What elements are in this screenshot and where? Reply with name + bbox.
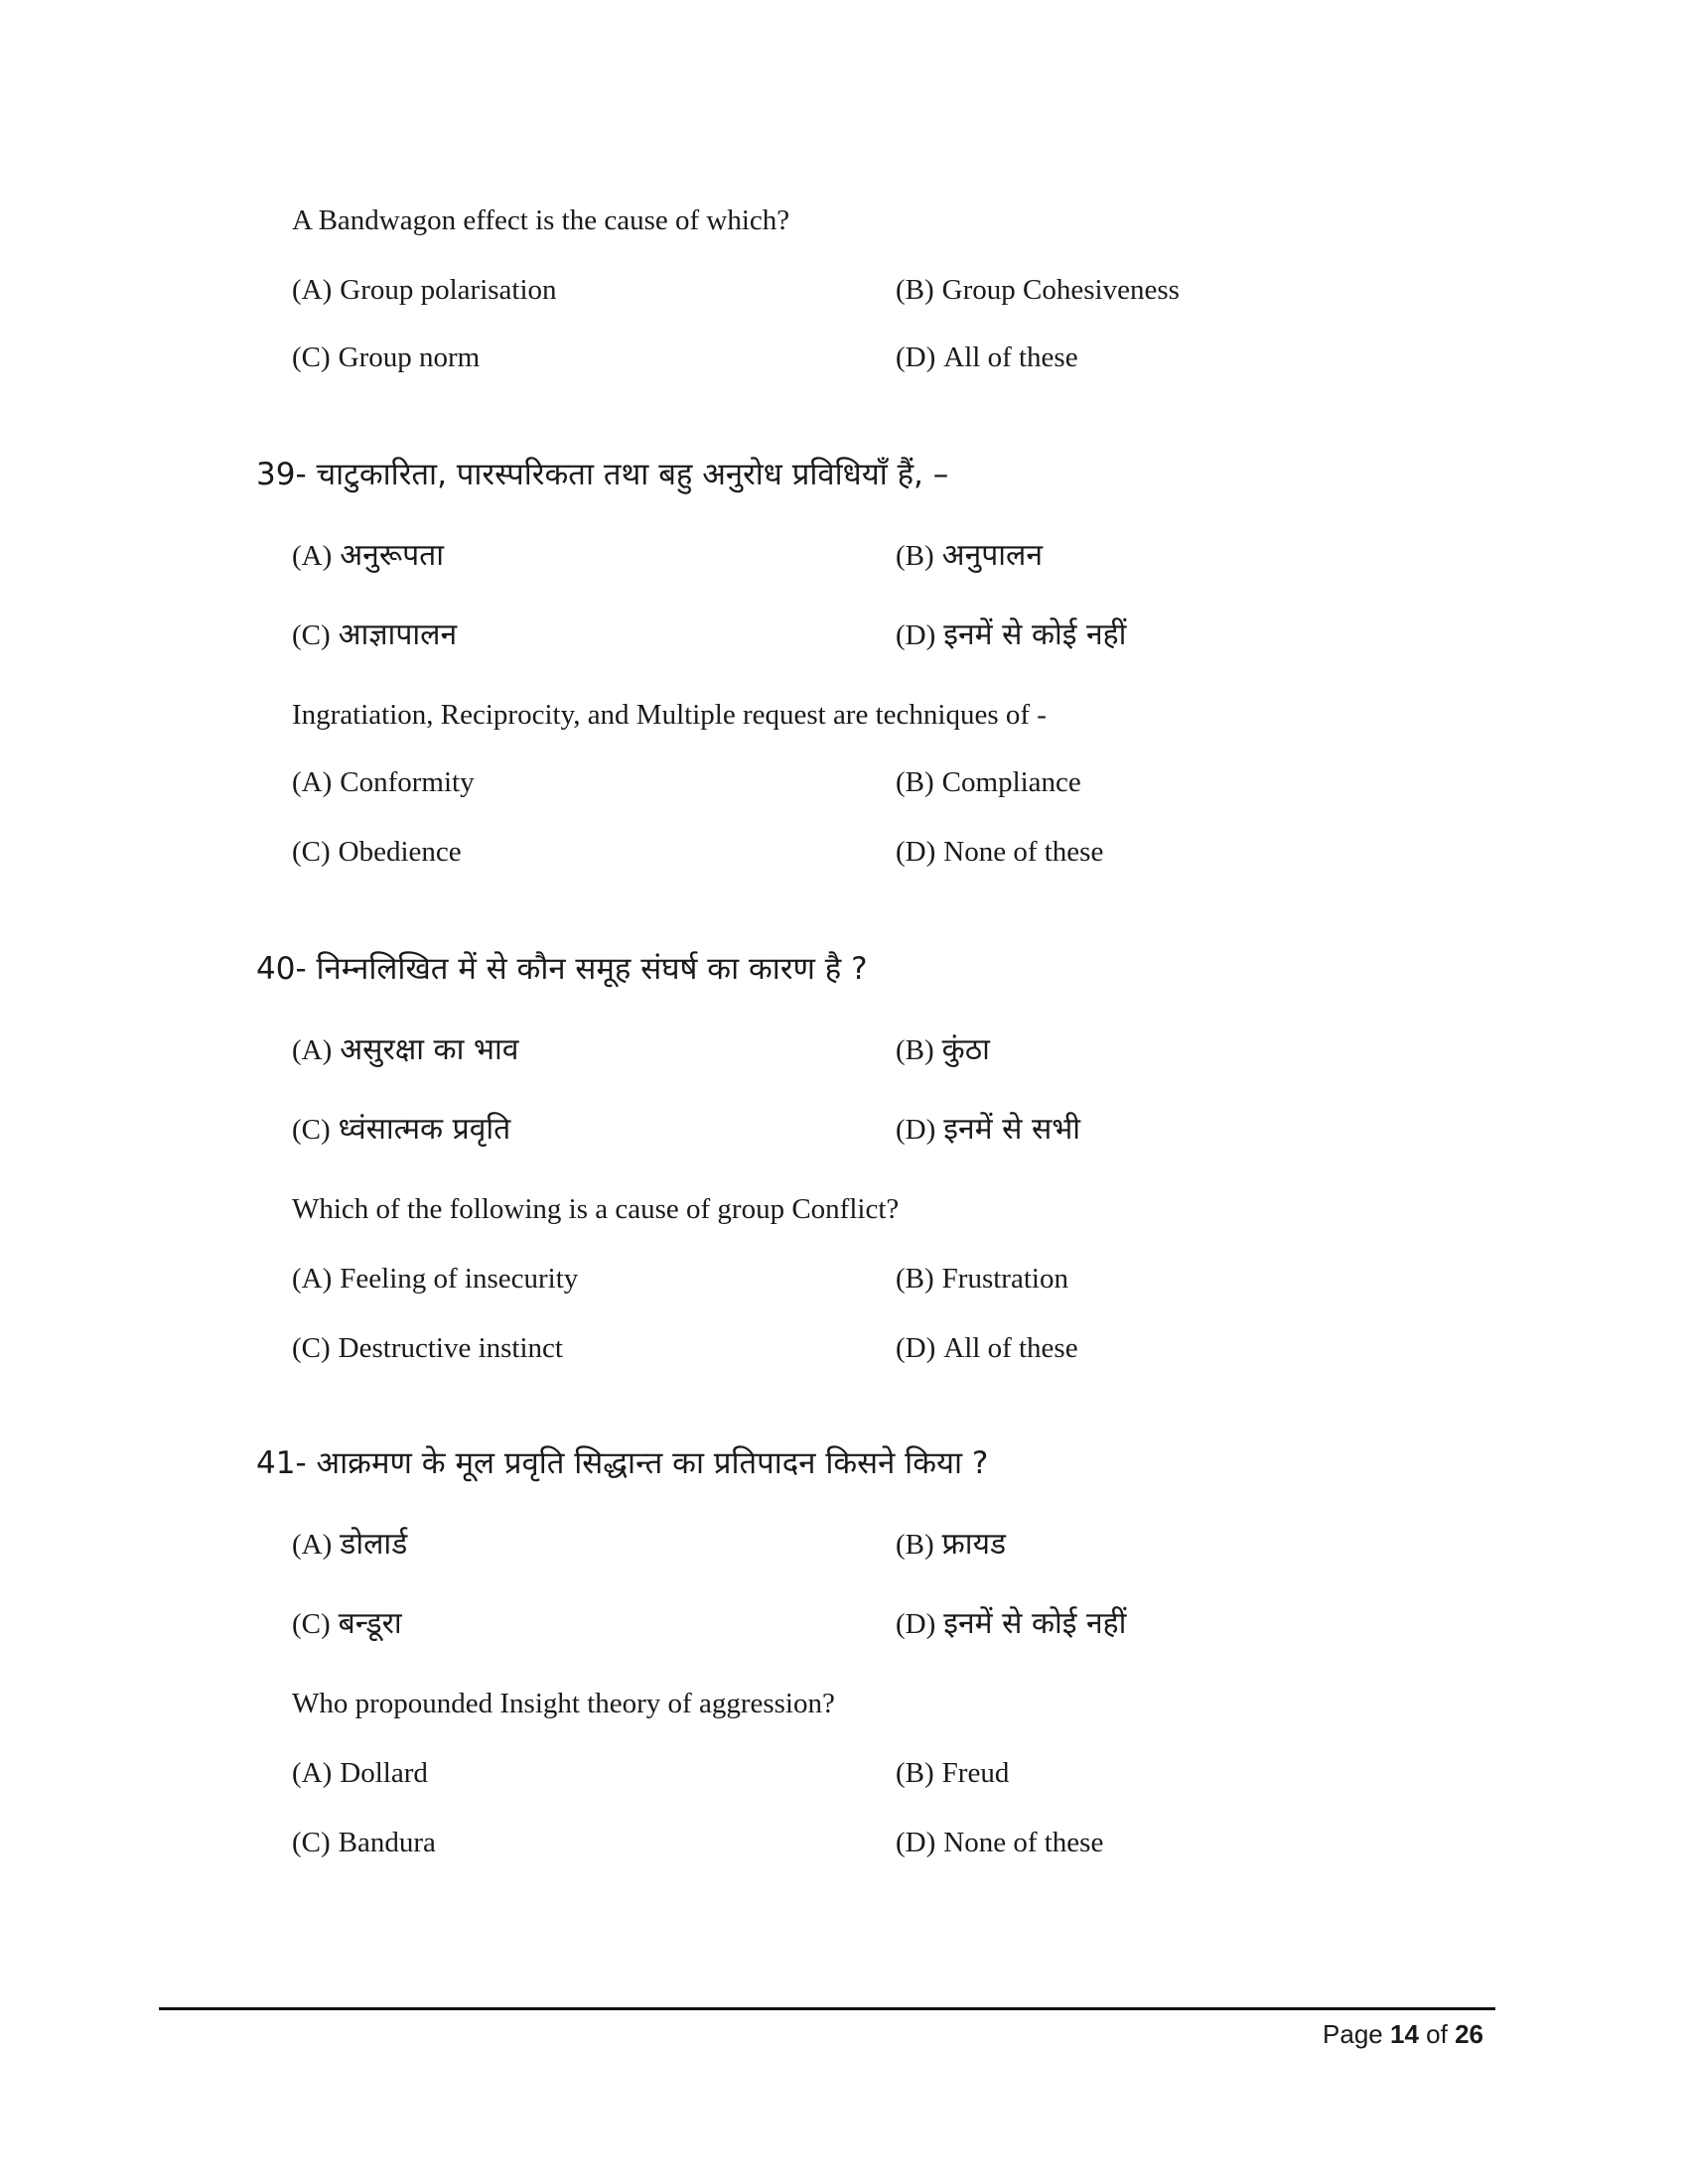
option-text: Conformity — [340, 766, 475, 798]
option-label: (B) — [896, 1529, 934, 1561]
option-text: ध्वंसात्मक प्रवृति — [338, 1112, 511, 1147]
option-label: (D) — [896, 1608, 936, 1640]
option-label: (A) — [292, 1529, 333, 1561]
option-label: (D) — [896, 1827, 936, 1858]
q41-hindi-option-a — [292, 1525, 407, 1565]
option-text: None of these — [943, 836, 1104, 868]
q38-option-d — [896, 340, 1078, 375]
option-text: Frustration — [941, 1263, 1068, 1295]
current-page-number: 14 — [1390, 2019, 1419, 2049]
q40-option-a — [292, 1261, 578, 1297]
option-text: None of these — [943, 1827, 1104, 1858]
option-text: Group norm — [338, 341, 481, 373]
q39-option-c — [292, 834, 462, 870]
option-label: (C) — [292, 341, 331, 373]
q39-hindi-question: 39- चाटुकारिता, पारस्परिकता तथा बहु अनुरोध प्रविधियाँ हैं, – — [256, 457, 949, 492]
q39-english-question: Ingratiation, Reciprocity, and Multiple request are techniques of - — [292, 699, 1047, 731]
q41-option-a — [292, 1755, 428, 1791]
q41-hindi-option-d — [896, 1604, 1126, 1644]
q41-english-question: Who propounded Insight theory of aggression? — [292, 1688, 835, 1719]
option-text: अनुपालन — [941, 538, 1044, 573]
option-text: Group polarisation — [340, 274, 557, 306]
q40-hindi-option-c — [292, 1110, 510, 1150]
option-label: (B) — [896, 766, 934, 798]
option-text: Compliance — [941, 766, 1081, 798]
option-text: असुरक्षा का भाव — [340, 1032, 519, 1067]
q41-option-b — [896, 1755, 1009, 1791]
q41-hindi-option-c — [292, 1604, 402, 1644]
option-text: बन्डूरा — [338, 1606, 402, 1641]
q40-english-question: Which of the following is a cause of group Conflict? — [292, 1193, 900, 1225]
q40-hindi-option-d — [896, 1110, 1080, 1150]
q38-option-c — [292, 340, 480, 375]
option-text: Destructive instinct — [338, 1332, 563, 1364]
q39-hindi-option-d — [896, 615, 1126, 655]
option-text: Group Cohesiveness — [941, 274, 1180, 306]
option-label: (C) — [292, 1827, 331, 1858]
option-label: (C) — [292, 1608, 331, 1640]
q39-hindi-option-b — [896, 536, 1043, 576]
option-label: (D) — [896, 836, 936, 868]
option-text: Obedience — [338, 836, 462, 868]
option-label: (A) — [292, 1757, 333, 1789]
option-label: (B) — [896, 1034, 934, 1066]
q40-option-b — [896, 1261, 1068, 1297]
q38-english-question: A Bandwagon effect is the cause of which? — [292, 205, 790, 236]
option-label: (C) — [292, 836, 331, 868]
page-word: Page — [1323, 2019, 1383, 2049]
option-label: (C) — [292, 1114, 331, 1146]
option-text: इनमें से कोई नहीं — [943, 1606, 1127, 1641]
q40-hindi-option-b — [896, 1030, 990, 1070]
q38-option-b — [896, 272, 1180, 308]
option-text: Feeling of insecurity — [340, 1263, 579, 1295]
option-text: डोलार्ड — [340, 1527, 408, 1562]
option-label: (B) — [896, 1757, 934, 1789]
q39-option-a — [292, 764, 475, 800]
option-label: (A) — [292, 1263, 333, 1295]
q41-option-c — [292, 1825, 436, 1860]
q41-hindi-question: 41- आक्रमण के मूल प्रवृति सिद्धान्त का प्रतिपादन किसने किया ? — [256, 1445, 989, 1481]
option-label: (D) — [896, 619, 936, 651]
option-text: इनमें से कोई नहीं — [943, 617, 1127, 652]
option-label: (B) — [896, 274, 934, 306]
option-text: आज्ञापालन — [338, 617, 458, 652]
option-text: फ्रायड — [941, 1527, 1007, 1562]
q39-option-b — [896, 764, 1081, 800]
footer-divider — [159, 2007, 1495, 2010]
q38-option-a — [292, 272, 557, 308]
q39-option-d — [896, 834, 1103, 870]
q39-hindi-option-a — [292, 536, 444, 576]
option-label: (A) — [292, 540, 333, 572]
q41-option-d — [896, 1825, 1103, 1860]
page-number-footer — [1323, 2017, 1483, 2051]
option-label: (A) — [292, 766, 333, 798]
option-text: इनमें से सभी — [943, 1112, 1081, 1147]
q39-hindi-option-c — [292, 615, 457, 655]
total-pages: 26 — [1455, 2019, 1483, 2049]
option-text: All of these — [943, 341, 1078, 373]
option-label: (D) — [896, 1332, 936, 1364]
option-text: Bandura — [338, 1827, 436, 1858]
option-text: कुंठा — [941, 1032, 990, 1067]
q40-option-c — [292, 1330, 563, 1366]
q41-hindi-option-b — [896, 1525, 1006, 1565]
q40-option-d — [896, 1330, 1078, 1366]
option-label: (B) — [896, 1263, 934, 1295]
option-label: (D) — [896, 341, 936, 373]
option-label: (C) — [292, 619, 331, 651]
option-label: (A) — [292, 274, 333, 306]
option-label: (C) — [292, 1332, 331, 1364]
option-text: अनुरूपता — [340, 538, 445, 573]
option-text: Dollard — [340, 1757, 428, 1789]
q40-hindi-question: 40- निम्नलिखित में से कौन समूह संघर्ष का कारण है ? — [256, 951, 868, 987]
of-word: of — [1426, 2019, 1448, 2049]
option-label: (B) — [896, 540, 934, 572]
option-label: (D) — [896, 1114, 936, 1146]
option-label: (A) — [292, 1034, 333, 1066]
option-text: All of these — [943, 1332, 1078, 1364]
q40-hindi-option-a — [292, 1030, 518, 1070]
option-text: Freud — [941, 1757, 1010, 1789]
